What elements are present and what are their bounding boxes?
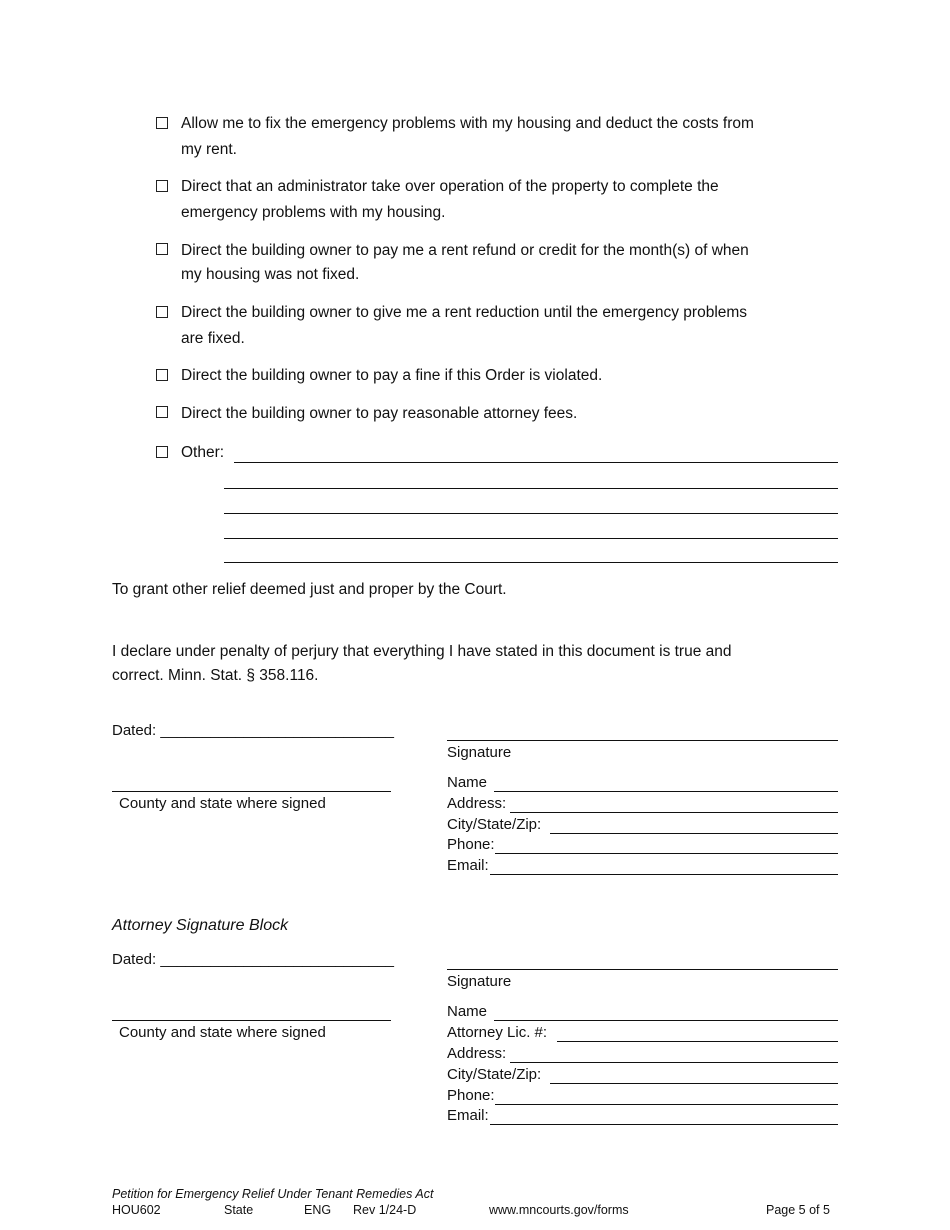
county-line[interactable] [112, 791, 391, 792]
option-text: Direct that an administrator take over operation of the property to complete the [181, 178, 719, 195]
other-line-4[interactable] [224, 538, 838, 539]
option-text: Direct the building owner to pay reasonable attorney fees. [181, 405, 578, 422]
checkbox-administrator[interactable] [156, 180, 168, 192]
option-text: Direct the building owner to pay a fine if this Order is violated. [181, 367, 603, 384]
signature-label: Signature [447, 744, 512, 761]
option-text: my housing was not fixed. [181, 266, 360, 283]
attorney-city-label: City/State/Zip: [447, 1066, 542, 1083]
option-text: Direct the building owner to pay me a rent refund or credit for the month(s) of when [181, 242, 749, 259]
footer-revision: Rev 1/24-D [353, 1203, 417, 1217]
attorney-name-label: Name [447, 1003, 488, 1020]
attorney-phone-line[interactable] [495, 1104, 838, 1105]
signature-line[interactable] [447, 740, 838, 741]
attorney-email-line[interactable] [490, 1124, 838, 1125]
attorney-email-label: Email: [447, 1107, 489, 1124]
attorney-name-line[interactable] [494, 1020, 838, 1021]
attorney-city-line[interactable] [550, 1083, 838, 1084]
footer-jurisdiction: State [224, 1203, 254, 1217]
option-text: are fixed. [181, 330, 245, 347]
option-text: my rent. [181, 141, 237, 158]
city-line[interactable] [550, 833, 838, 834]
attorney-signature-line[interactable] [447, 969, 838, 970]
checkbox-fine[interactable] [156, 369, 168, 381]
county-label: County and state where signed [119, 795, 326, 812]
dated-field[interactable]: Dated: ____________________________ [112, 722, 394, 739]
footer-form-id: HOU602 [112, 1203, 161, 1217]
footer-form-title: Petition for Emergency Relief Under Tenant Remedies Act [112, 1187, 434, 1201]
option-text: emergency problems with my housing. [181, 204, 446, 221]
option-text: Other: [181, 444, 225, 461]
footer-language: ENG [304, 1203, 332, 1217]
other-line-5[interactable] [224, 562, 838, 563]
phone-line[interactable] [495, 853, 838, 854]
checkbox-attorney-fees[interactable] [156, 406, 168, 418]
attorney-dated-field[interactable]: Dated: ____________________________ [112, 951, 394, 968]
address-label: Address: [447, 795, 507, 812]
attorney-phone-label: Phone: [447, 1087, 495, 1104]
attorney-county-label: County and state where signed [119, 1024, 326, 1041]
email-line[interactable] [490, 874, 838, 875]
other-line-1[interactable] [234, 462, 838, 463]
declaration-line-2: correct. Minn. Stat. § 358.116. [112, 667, 319, 684]
footer-page-number: Page 5 of 5 [766, 1203, 830, 1217]
attorney-address-label: Address: [447, 1045, 507, 1062]
attorney-address-line[interactable] [510, 1062, 838, 1063]
checkbox-rent-reduction[interactable] [156, 306, 168, 318]
attorney-county-line[interactable] [112, 1020, 391, 1021]
checkbox-other[interactable] [156, 446, 168, 458]
attorney-license-label: Attorney Lic. #: [447, 1024, 548, 1041]
declaration-line-1: I declare under penalty of perjury that everything I have stated in this document is true and [112, 643, 732, 660]
name-line[interactable] [494, 791, 838, 792]
option-text: Direct the building owner to give me a rent reduction until the emergency problems [181, 304, 748, 321]
email-label: Email: [447, 857, 489, 874]
address-line[interactable] [510, 812, 838, 813]
checkbox-rent-refund[interactable] [156, 243, 168, 255]
phone-label: Phone: [447, 836, 495, 853]
option-text: Allow me to fix the emergency problems with my housing and deduct the costs from [181, 115, 754, 132]
attorney-signature-label: Signature [447, 973, 512, 990]
footer-url[interactable]: www.mncourts.gov/forms [489, 1203, 629, 1217]
other-line-2[interactable] [224, 488, 838, 489]
other-line-3[interactable] [224, 513, 838, 514]
attorney-block-heading: Attorney Signature Block [112, 917, 289, 934]
attorney-license-line[interactable] [557, 1041, 838, 1042]
checkbox-fix-and-deduct[interactable] [156, 117, 168, 129]
other-relief-text: To grant other relief deemed just and proper by the Court. [112, 581, 507, 598]
name-label: Name [447, 774, 488, 791]
city-label: City/State/Zip: [447, 816, 542, 833]
